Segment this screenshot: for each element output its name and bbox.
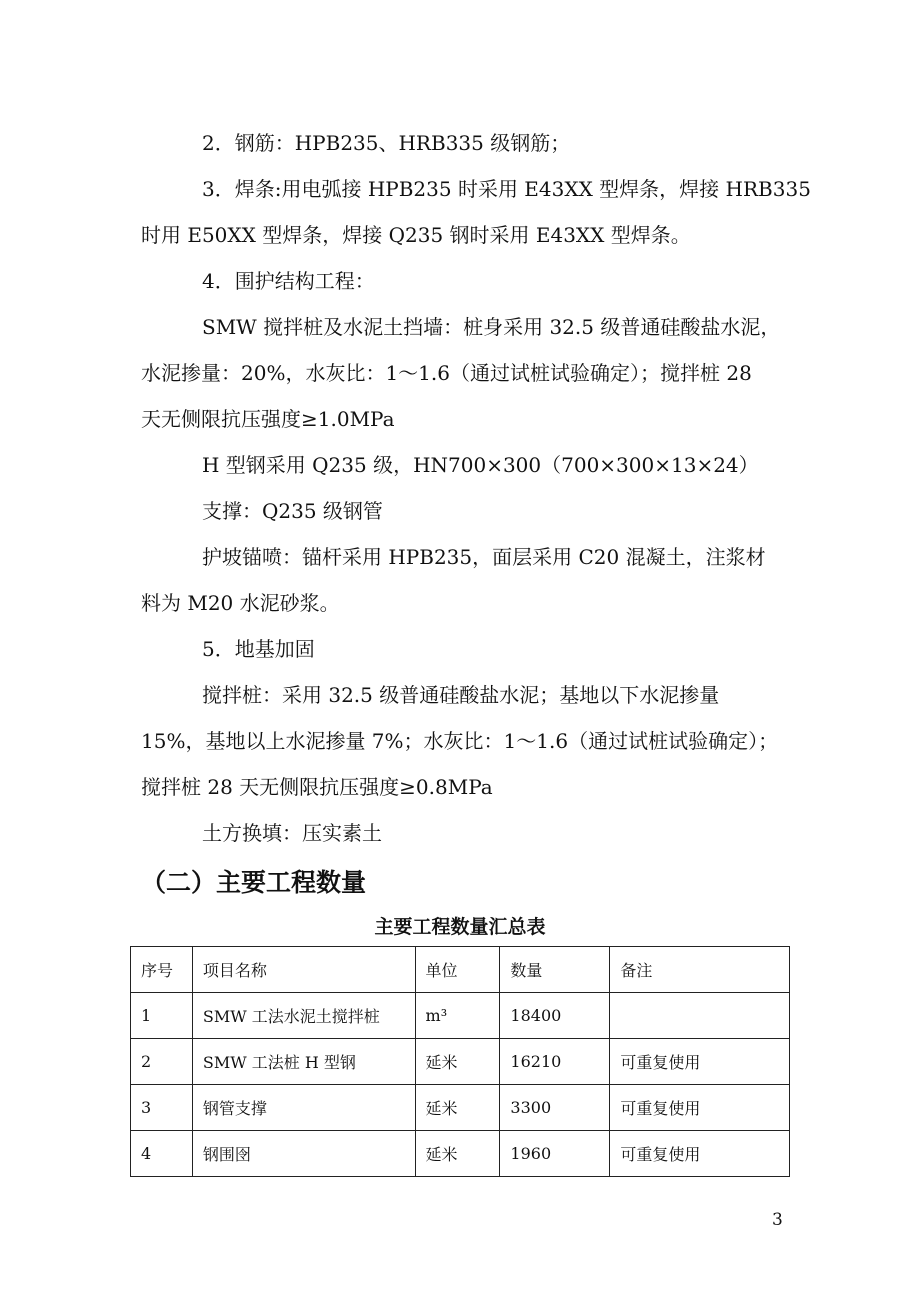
paragraph-mixing-pile-line3: 搅拌桩 28 天无侧限抗压强度≥0.8MPa bbox=[141, 775, 493, 799]
header-unit: 单位 bbox=[415, 947, 500, 993]
cell-no: 1 bbox=[131, 993, 193, 1039]
cell-remark bbox=[610, 993, 790, 1039]
table-row bbox=[131, 1085, 790, 1131]
paragraph-h-steel: H 型钢采用 Q235 级，HN700×300（700×300×13×24） bbox=[202, 453, 759, 477]
cell-item-name: 钢管支撑 bbox=[192, 1085, 415, 1131]
paragraph-mixing-pile-line1: 搅拌桩：采用 32.5 级普通硅酸盐水泥；基地以下水泥掺量 bbox=[202, 683, 720, 707]
table-row bbox=[131, 1039, 790, 1085]
cell-unit: m³ bbox=[415, 993, 500, 1039]
paragraph-slope-line1: 护坡锚喷：锚杆采用 HPB235，面层采用 C20 混凝土，注浆材 bbox=[202, 545, 766, 569]
quantity-table bbox=[130, 946, 790, 1177]
paragraph-support: 支撑：Q235 级钢管 bbox=[202, 499, 383, 523]
cell-item-name: SMW 工法桩 H 型钢 bbox=[192, 1039, 415, 1085]
table-title: 主要工程数量汇总表 bbox=[374, 916, 546, 938]
paragraph-electrode-line1: 3．焊条:用电弧接 HPB235 时采用 E43XX 型焊条，焊接 HRB335 bbox=[202, 177, 811, 201]
cell-quantity: 16210 bbox=[500, 1039, 610, 1085]
cell-no: 2 bbox=[131, 1039, 193, 1085]
cell-no: 3 bbox=[131, 1085, 193, 1131]
cell-quantity: 1960 bbox=[500, 1131, 610, 1177]
cell-item-name: SMW 工法水泥土搅拌桩 bbox=[192, 993, 415, 1039]
cell-item-name: 钢围囹 bbox=[192, 1131, 415, 1177]
cell-remark: 可重复使用 bbox=[610, 1131, 790, 1177]
paragraph-foundation-heading: 5．地基加固 bbox=[202, 637, 315, 661]
cell-quantity: 3300 bbox=[500, 1085, 610, 1131]
section-heading: （二）主要工程数量 bbox=[141, 868, 367, 897]
header-no: 序号 bbox=[131, 947, 193, 993]
cell-unit: 延米 bbox=[415, 1131, 500, 1177]
header-quantity: 数量 bbox=[500, 947, 610, 993]
page-number: 3 bbox=[772, 1210, 783, 1230]
cell-unit: 延米 bbox=[415, 1085, 500, 1131]
table-row bbox=[131, 1131, 790, 1177]
table-row bbox=[131, 993, 790, 1039]
paragraph-smw-line1: SMW 搅拌桩及水泥土挡墙：桩身采用 32.5 级普通硅酸盐水泥， bbox=[202, 315, 781, 339]
paragraph-slope-line2: 料为 M20 水泥砂浆。 bbox=[141, 591, 340, 615]
paragraph-smw-line3: 天无侧限抗压强度≥1.0MPa bbox=[141, 407, 395, 431]
cell-quantity: 18400 bbox=[500, 993, 610, 1039]
header-remark: 备注 bbox=[610, 947, 790, 993]
table-header-row bbox=[131, 947, 790, 993]
header-item-name: 项目名称 bbox=[192, 947, 415, 993]
paragraph-smw-line2: 水泥掺量：20%，水灰比：1～1.6（通过试桩试验确定）；搅拌桩 28 bbox=[141, 361, 752, 385]
paragraph-mixing-pile-line2: 15%，基地以上水泥掺量 7%；水灰比：1～1.6（通过试桩试验确定）； bbox=[141, 729, 779, 753]
paragraph-retaining-heading: 4．围护结构工程： bbox=[202, 269, 375, 293]
cell-unit: 延米 bbox=[415, 1039, 500, 1085]
paragraph-electrode-line2: 时用 E50XX 型焊条，焊接 Q235 钢时采用 E43XX 型焊条。 bbox=[141, 223, 691, 247]
cell-remark: 可重复使用 bbox=[610, 1085, 790, 1131]
cell-remark: 可重复使用 bbox=[610, 1039, 790, 1085]
paragraph-rebar: 2．钢筋：HPB235、HRB335 级钢筋； bbox=[202, 131, 571, 155]
paragraph-earth-fill: 土方换填：压实素土 bbox=[202, 821, 382, 845]
cell-no: 4 bbox=[131, 1131, 193, 1177]
